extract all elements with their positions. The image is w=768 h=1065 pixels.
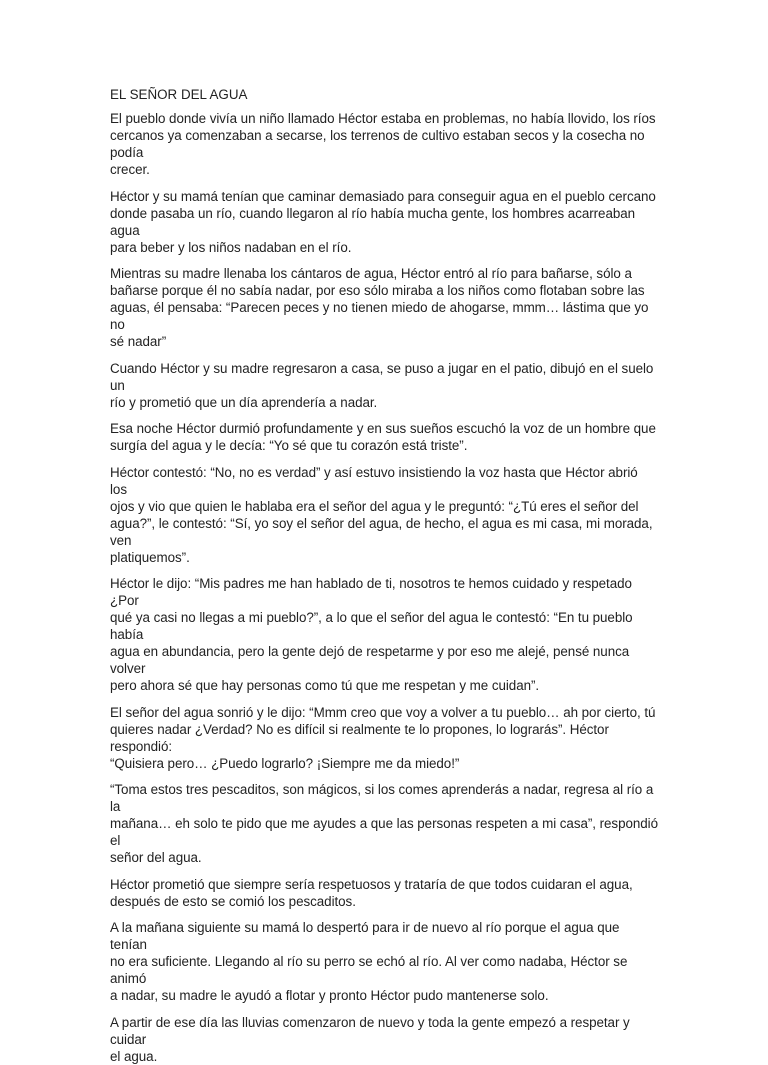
paragraph: Cuando Héctor y su madre regresaron a casa, se puso a jugar en el patio, dibujó en el suelo un río y prometió que un día aprendería a nadar. bbox=[110, 360, 654, 410]
paragraph: El pueblo donde vivía un niño llamado Héctor estaba en problemas, no había llovido, los ríos cercanos ya comenzaban a secarse, los terrenos de cultivo estaban secos y la cosecha no podía crecer. bbox=[110, 111, 656, 177]
paragraph: Héctor prometió que siempre sería respetuosos y trataría de que todos cuidaran el agua, después de esto se comió los pescaditos. bbox=[110, 876, 633, 909]
paragraph: Héctor le dijo: “Mis padres me han hablado de ti, nosotros te hemos cuidado y respetado ¿Por qué ya casi no llegas a mi pueblo?”, a lo que el señor del agua le contestó: “En tu pueblo había agua en abundancia, pero la gente dejó de respetarme y por eso me alejé, pensé nunca volver pero ahora sé que hay personas como tú que me respetan y me cuidan”. bbox=[110, 576, 633, 693]
paragraph: Héctor contestó: “No, no es verdad” y así estuvo insistiendo la voz hasta que Héctor abrió los ojos y vio que quien le hablaba era el señor del agua y le preguntó: “¿Tú eres el señor del agua?”, le contestó: “Sí, yo soy el señor del agua, de hecho, el agua es mi casa, mi morada, ven platiquemos”. bbox=[110, 464, 653, 565]
paragraph: Héctor y su mamá tenían que caminar demasiado para conseguir agua en el pueblo cercano donde pasaba un río, cuando llegaron al río había mucha gente, los hombres acarreaban agua para beber y los niños nadaban en el río. bbox=[110, 188, 656, 255]
paragraph: Esa noche Héctor durmió profundamente y en sus sueños escuchó la voz de un hombre que surgía del agua y le decía: “Yo sé que tu corazón está triste”. bbox=[110, 421, 656, 453]
paragraph: A la mañana siguiente su mamá lo despertó para ir de nuevo al río porque el agua que tenían no era suficiente. Llegando al río su perro se echó al río. Al ver como nadaba, Héctor se animó a nadar, su madre le ayudó a flotar y pronto Héctor pudo mantenerse solo. bbox=[110, 920, 628, 1003]
paragraph: A partir de ese día las lluvias comenzaron de nuevo y toda la gente empezó a respetar y cuidar el agua. bbox=[110, 1014, 630, 1064]
paragraph: “Toma estos tres pescaditos, son mágicos, si los comes aprenderás a nadar, regresa al río a la mañana… eh solo te pido que me ayudes a que las personas respeten a mi casa”, respondió el señor del agua. bbox=[110, 782, 658, 865]
paragraph: Mientras su madre llenaba los cántaros de agua, Héctor entró al río para bañarse, sólo a bañarse porque él no sabía nadar, por eso sólo miraba a los niños como flotaban sobre las aguas, él pensaba: “Parecen peces y no tienen miedo de ahogarse, mmm… lástima que yo no sé nadar” bbox=[110, 266, 649, 349]
document-title: EL SEÑOR DEL AGUA bbox=[110, 87, 248, 102]
paragraph: El señor del agua sonrió y le dijo: “Mmm creo que voy a volver a tu pueblo… ah por cierto, tú quieres nadar ¿Verdad? No es difícil si realmente te lo propones, lo lograrás”. Héctor respondió: “Quisiera pero… ¿Puedo lograrlo? ¡Siempre me da miedo!” bbox=[110, 704, 656, 771]
